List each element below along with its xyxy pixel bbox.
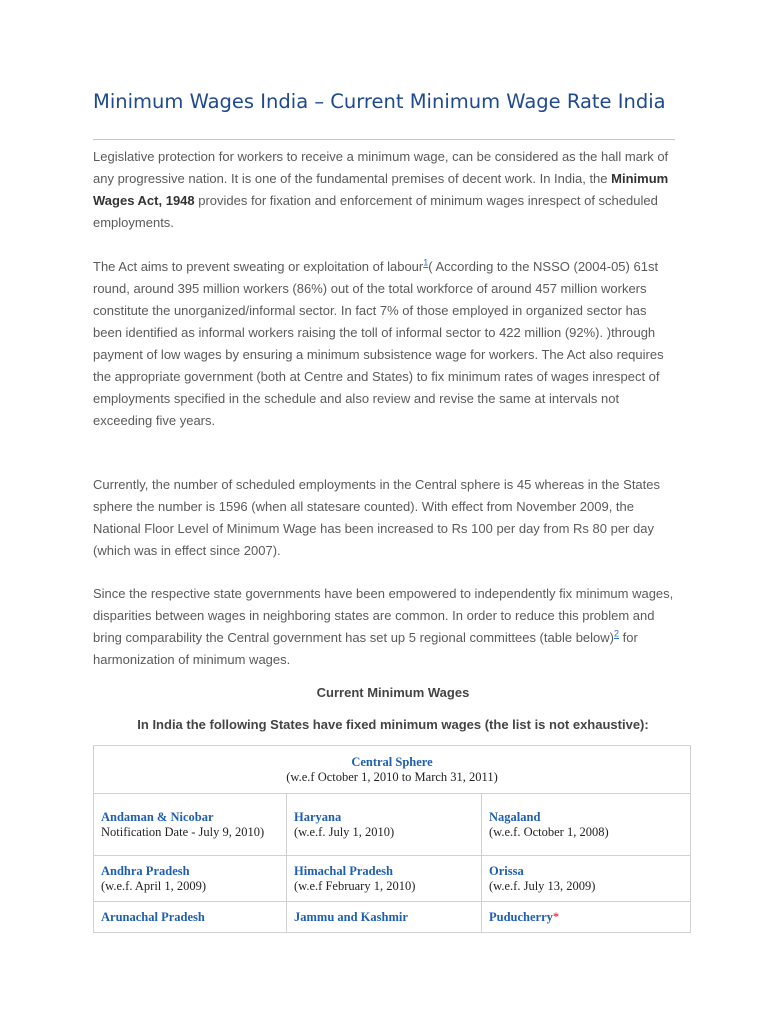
state-link[interactable]: Puducherry xyxy=(489,909,553,924)
state-cell xyxy=(94,902,287,933)
regional-text: Since the respective state governments have been empowered to independently fix minimum wages, disparities between wages in neighboring states are common. In order to reduce this problem and bring comparability the Central government has set up 5 regional committees (table below) xyxy=(93,586,674,645)
state-cell xyxy=(482,856,691,902)
state-date: (w.e.f February 1, 2010) xyxy=(294,878,416,893)
table-row xyxy=(94,794,691,856)
state-cell xyxy=(94,794,287,856)
state-cell xyxy=(287,856,482,902)
state-date: (w.e.f. July 13, 2009) xyxy=(489,878,596,893)
act-aims-text: The Act aims to prevent sweating or exploitation of labour xyxy=(93,259,424,274)
title-divider xyxy=(93,139,675,140)
state-link[interactable]: Jammu and Kashmir xyxy=(294,909,408,924)
state-link[interactable]: Orissa xyxy=(489,863,524,878)
state-cell xyxy=(94,856,287,902)
state-date: Notification Date - July 9, 2010) xyxy=(101,824,265,839)
central-sphere-link[interactable]: Central Sphere xyxy=(351,754,433,769)
state-link[interactable]: Arunachal Pradesh xyxy=(101,909,205,924)
state-link[interactable]: Nagaland xyxy=(489,809,541,824)
state-name-with-mark xyxy=(489,910,683,925)
regional-committees-paragraph xyxy=(93,583,678,671)
footnote-link-2[interactable]: 2 xyxy=(613,628,619,639)
state-link[interactable]: Himachal Pradesh xyxy=(294,863,393,878)
state-cell xyxy=(287,794,482,856)
asterisk-mark: * xyxy=(552,909,560,924)
state-cell xyxy=(482,902,691,933)
state-cell xyxy=(482,794,691,856)
state-date: (w.e.f. April 1, 2009) xyxy=(101,878,207,893)
intro-text: Legislative protection for workers to receive a minimum wage, can be considered as the hall mark of any progressive nation. It is one of the fundamental premises of decent work. In India, the xyxy=(93,149,669,186)
intro-paragraph xyxy=(93,146,678,234)
act-name: Minimum Wages Act, 1948 xyxy=(93,171,669,208)
intro-text-end: provides for fixation and enforcement of minimum wages inrespect of scheduled employments. xyxy=(93,193,658,230)
state-cell xyxy=(287,902,482,933)
footnote-link-1[interactable]: 1 xyxy=(423,257,429,268)
act-aims-paragraph xyxy=(93,256,678,432)
page-title: Minimum Wages India – Current Minimum Wage Rate India xyxy=(93,90,666,113)
section-subheading: In India the following States have fixed minimum wages (the list is not exhaustive): xyxy=(137,717,649,732)
state-link[interactable]: Haryana xyxy=(294,809,342,824)
section-heading: Current Minimum Wages xyxy=(316,685,470,700)
regional-text-end: for harmonization of minimum wages. xyxy=(93,630,638,667)
minimum-wages-table xyxy=(93,745,691,933)
table-row xyxy=(94,902,691,933)
central-sphere-cell xyxy=(94,746,691,794)
table-header-row xyxy=(94,746,691,794)
act-aims-text-end: ( According to the NSSO (2004-05) 61st round, around 395 million workers (86%) out of the total workforce of around 457 million workers constitute the unorganized/informal sector. In fact 7% of those employed in organized sector has been identified as informal workers raising the toll of informal sector to 422 million (92%). )through payment of low wages by ensuring a minimum subsistence wage for workers. The Act also requires the appropriate government (both at Centre and States) to fix minimum rates of wages inrespect of employments specified in the schedule and also review and revise the same at intervals not exceeding five years. xyxy=(93,259,664,428)
state-link[interactable]: Andaman & Nicobar xyxy=(101,809,214,824)
state-date: (w.e.f. October 1, 2008) xyxy=(489,824,609,839)
state-date: (w.e.f. July 1, 2010) xyxy=(294,824,395,839)
scheduled-employments-paragraph: Currently, the number of scheduled employments in the Central sphere is 45 whereas in the States sphere the number is 1596 (when all statesare counted). With effect from November 2009, the National Floor Level of Minimum Wage has been increased to Rs 100 per day from Rs 80 per day (which was in effect since 2007). xyxy=(93,477,661,558)
central-sphere-date: (w.e.f October 1, 2010 to March 31, 2011) xyxy=(286,769,498,784)
state-link[interactable]: Andhra Pradesh xyxy=(101,863,190,878)
table-row xyxy=(94,856,691,902)
